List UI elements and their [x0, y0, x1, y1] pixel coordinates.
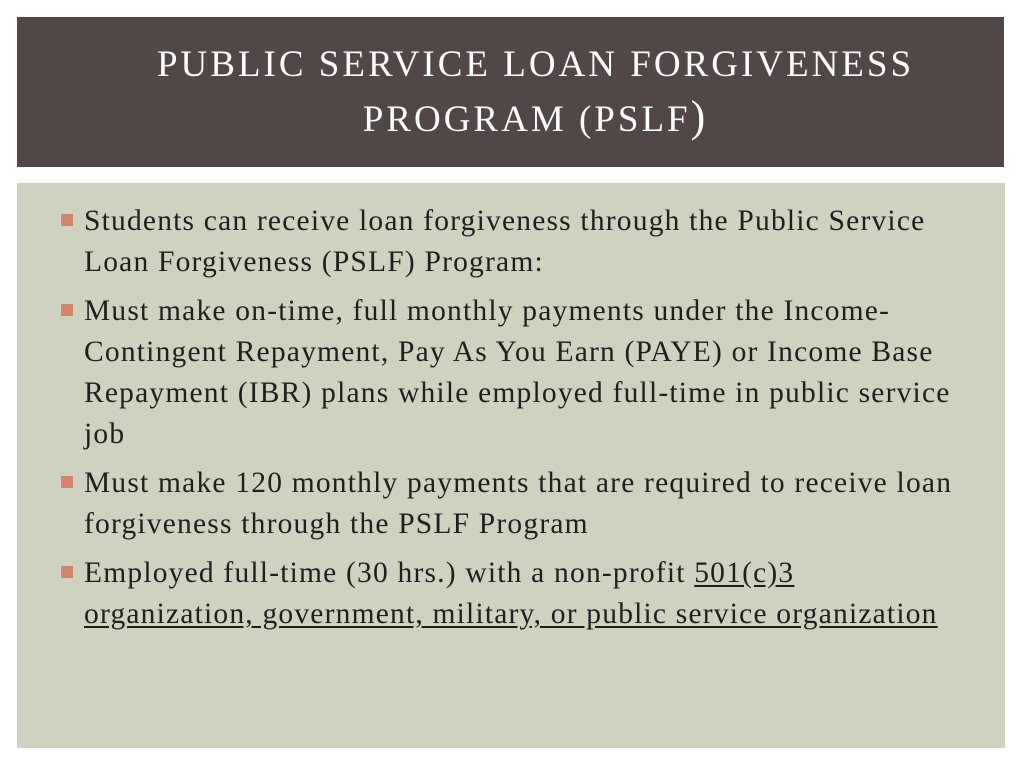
title-line-2: PROGRAM (PSLF: [362, 98, 691, 140]
bullet-item-employment: [61, 553, 961, 635]
bullet-item-loan-forgiveness: [61, 201, 961, 283]
bullet-list: [61, 201, 961, 643]
organization-types-link[interactable]: 501(c)3 organization, government, military, or public service organization: [84, 557, 938, 630]
square-bullet-icon: [61, 304, 73, 316]
title-band: [17, 17, 1004, 167]
bullet-item-120-payments: [61, 463, 961, 545]
title-closing-paren: ): [690, 91, 709, 141]
bullet-text: Must make 120 monthly payments that are required to receive loan forgiveness through the PSLF Program: [84, 467, 953, 540]
square-bullet-icon: [61, 566, 73, 578]
bullet-text: Students can receive loan forgiveness through the Public Service Loan Forgiveness (PSLF) Program:: [84, 205, 926, 278]
content-panel: [17, 183, 1005, 748]
bullet-text: Must make on-time, full monthly payments under the Income-Contingent Repayment, Pay As You Earn (PAYE) or Income Base Repayment (IBR) plans while employed full-time in public service job: [84, 295, 951, 450]
bullet-item-monthly-payments: [61, 291, 961, 455]
square-bullet-icon: [61, 214, 73, 226]
square-bullet-icon: [61, 476, 73, 488]
slide-title: [107, 39, 914, 146]
title-line-1: PUBLIC SERVICE LOAN FORGIVENESS: [156, 43, 915, 85]
bullet-text: Employed full-time (30 hrs.) with a non-profit: [84, 557, 695, 589]
